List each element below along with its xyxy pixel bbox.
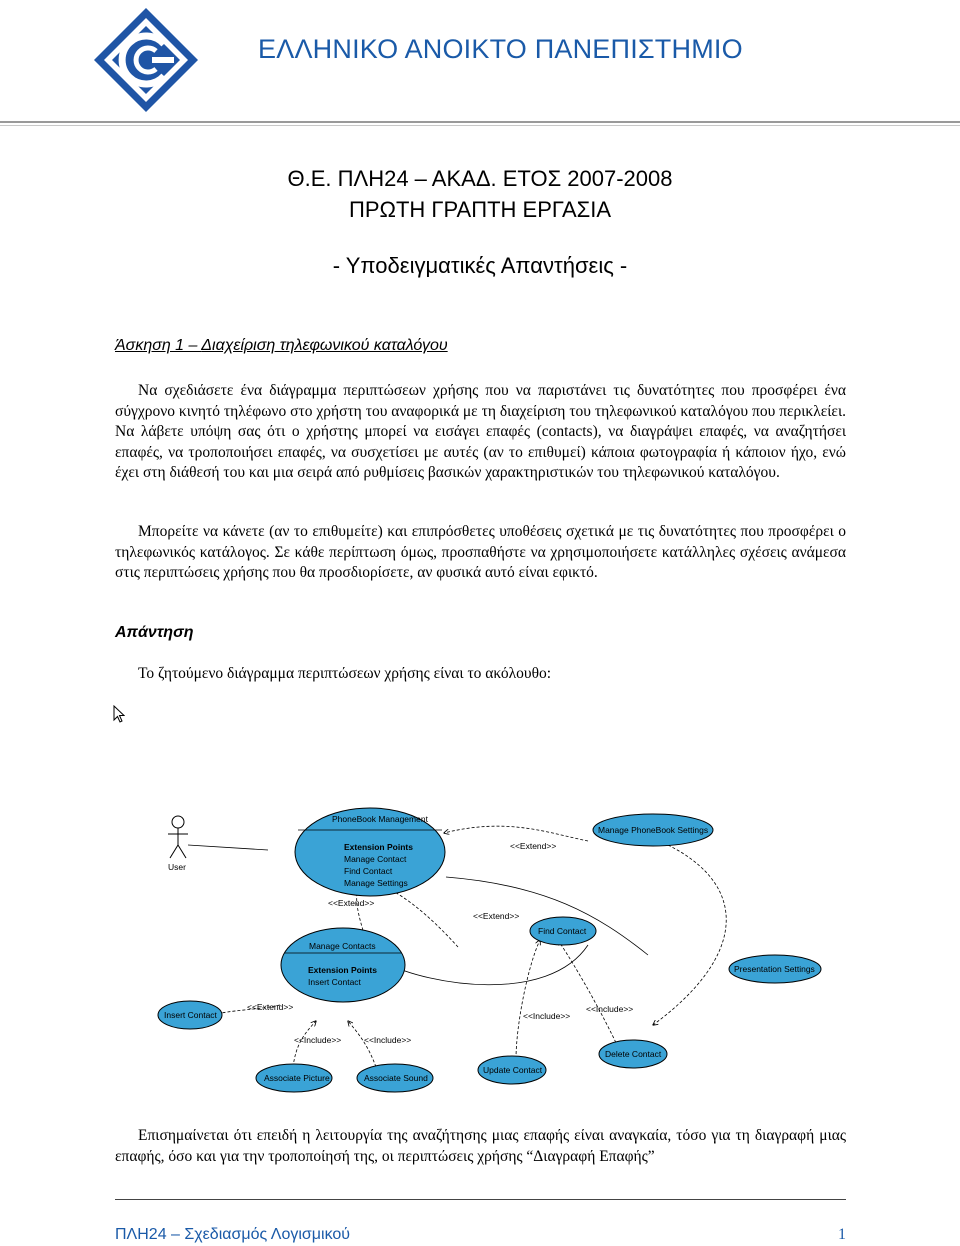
- exercise-paragraph-2: Μπορείτε να κάνετε (αν το επιθυμείτε) και επιπρόσθετες υποθέσεις σχετικά με τις δυνατότητες που προσφέρει ο τηλεφωνικός κατάλογος. Σε κάθε περίπτωση όμως, προσπαθήστε να χρησιμοποιήσετε κατάλληλες σχέσεις ανάμεσα στις περιπτώσεις χρήσης που θα προσδιορίσετε, αν φυσικά αυτό είναι εφικτό.: [115, 523, 846, 581]
- phonebook-ext-title: Extension Points: [344, 842, 413, 852]
- footer-rule: [115, 1199, 846, 1200]
- exercise-paragraph-1: Να σχεδιάσετε ένα διάγραμμα περιπτώσεων χρήσης που να παριστάνει τις δυνατότητες που προσφέρει ένα σύγχρονο κινητό τηλέφωνο στο χρήστη του αναφορικά με τη διαχείριση του τηλεφωνικού καταλόγου που περικλείει. Να λάβετε υπόψη σας ότι ο χρήστης μπορεί να εισάγει επαφές (contacts), να διαγράψει επαφές, να αναζητήσει επαφές, να τροποποιήσει επαφές, να συσχετίσει με αυτές (αν το επιθυμεί) κάποια φωτογραφία ή κάποιον ήχο, ενώ έχει στη διάθεσή του και μια σειρά από ρυθμίσεις βασικών χαρακτηριστικών του τηλεφωνικού καταλόγου.: [115, 382, 846, 481]
- header-rule-thin: [0, 125, 960, 126]
- exercise-title: Διαχείριση τηλεφωνικού καταλόγου: [201, 337, 448, 354]
- usecase-associate-sound: [357, 1064, 433, 1092]
- usecase-update-contact: [478, 1056, 546, 1084]
- footer-course: ΠΛΗ24 – Σχεδιασμός Λογισμικού: [115, 1226, 351, 1243]
- usecase-presentation-settings: [729, 955, 821, 983]
- usecase-delete-contact: [599, 1040, 667, 1068]
- extend-label: <<Extend>>: [247, 1002, 294, 1012]
- answer-heading: Απάντηση: [115, 624, 194, 641]
- course-title: Θ.Ε. ΠΛΗ24 – ΑΚΑΔ. ΕΤΟΣ 2007-2008: [287, 166, 673, 191]
- include-label: <<Include>>: [364, 1035, 412, 1045]
- include-label: <<Include>>: [586, 1004, 634, 1014]
- usecase-manage-contacts: [281, 928, 405, 1002]
- usecase-presentation-settings-label: Presentation Settings: [734, 964, 815, 974]
- extend-label: <<Extend>>: [473, 911, 520, 921]
- page-number: 1: [838, 1226, 846, 1243]
- subtitle: - Υποδειγματικές Απαντήσεις -: [332, 253, 628, 278]
- usecase-find-contact: [530, 917, 596, 945]
- usecase-update-contact-label: Update Contact: [483, 1065, 543, 1075]
- usecase-find-contact-label: Find Contact: [538, 926, 587, 936]
- usecase-associate-sound-label: Associate Sound: [364, 1073, 428, 1083]
- usecase-phonebook-management: [295, 808, 445, 896]
- phonebook-ext-point: Find Contact: [344, 866, 393, 876]
- usecase-manage-settings: [593, 814, 713, 846]
- usecase-insert-contact: [158, 1001, 222, 1029]
- actor-user: [168, 816, 188, 858]
- include-label: <<Include>>: [523, 1011, 571, 1021]
- actor-label: User: [168, 862, 186, 872]
- manage-contacts-ext-title: Extension Points: [308, 965, 377, 975]
- header-rule: [0, 121, 960, 123]
- usecase-manage-contacts-label: Manage Contacts: [309, 941, 376, 951]
- usecase-manage-settings-label: Manage PhoneBook Settings: [598, 825, 709, 835]
- assignment-title: ΠΡΩΤΗ ΓΡΑΠΤΗ ΕΡΓΑΣΙΑ: [348, 197, 612, 222]
- usecase-associate-picture: [256, 1064, 332, 1092]
- university-logo: [92, 6, 200, 114]
- answer-intro: Το ζητούμενο διάγραμμα περιπτώσεων χρήσης είναι το ακόλουθο:: [138, 665, 552, 682]
- extend-label: <<Extend>>: [510, 841, 557, 851]
- phonebook-ext-point: Manage Contact: [344, 854, 407, 864]
- exercise-heading: [115, 337, 448, 355]
- exercise-prefix: Άσκηση 1 –: [115, 337, 202, 354]
- usecase-phonebook-name: PhoneBook Management: [332, 814, 428, 824]
- mouse-cursor-icon: [113, 705, 125, 723]
- manage-contacts-ext-point: Insert Contact: [308, 977, 361, 987]
- use-case-diagram: [148, 795, 838, 1100]
- include-label: <<Include>>: [294, 1035, 342, 1045]
- phonebook-ext-point: Manage Settings: [344, 878, 408, 888]
- answer-closing: Επισημαίνεται ότι επειδή η λειτουργία της αναζήτησης μιας επαφής είναι αναγκαία, τόσο για τη διαγραφή μιας επαφής, όσο και για την τροποποίησή της, οι περιπτώσεις χρήσης “Διαγραφή Επαφής”: [115, 1127, 846, 1165]
- extend-label: <<Extend>>: [328, 898, 375, 908]
- university-name: ΕΛΛΗΝΙΚΟ ΑΝΟΙΚΤΟ ΠΑΝΕΠΙΣΤΗΜΙΟ: [258, 34, 743, 64]
- usecase-associate-picture-label: Associate Picture: [264, 1073, 330, 1083]
- usecase-insert-contact-label: Insert Contact: [164, 1010, 217, 1020]
- usecase-delete-contact-label: Delete Contact: [605, 1049, 662, 1059]
